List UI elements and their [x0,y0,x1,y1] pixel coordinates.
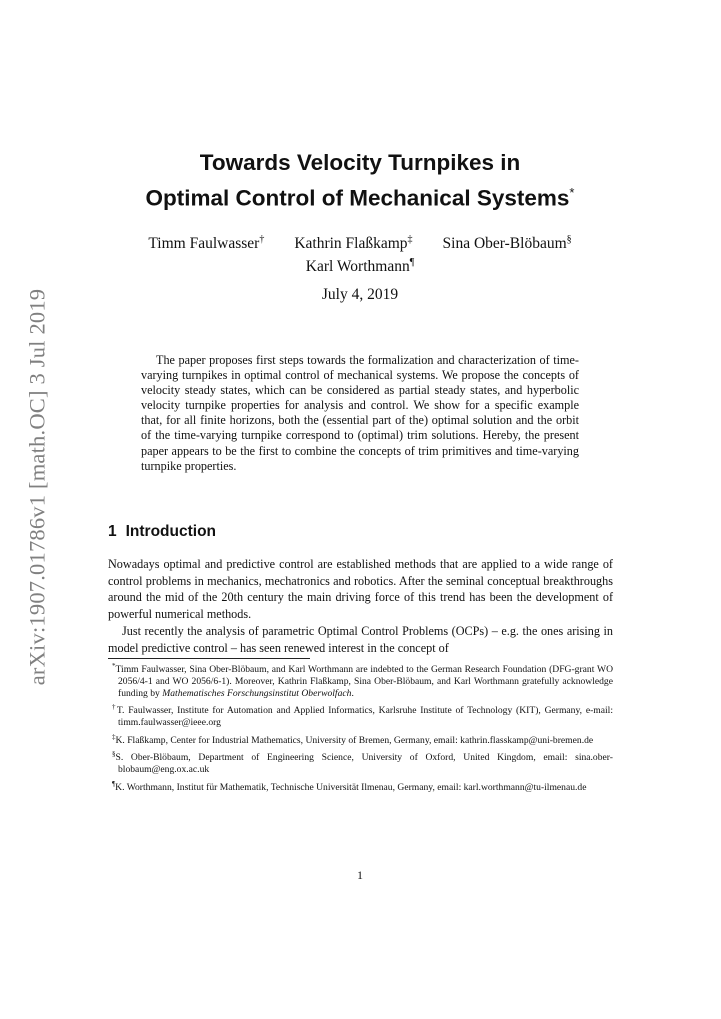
title-footnote-mark: * [569,185,575,200]
footnote-affiliation: †T. Faulwasser, Institute for Automation and Applied Informatics, Karlsruhe Institute of Technology (KIT), Germany, e-mail: timm.faulwasser@ieee.org [112,703,614,729]
footnote-affiliation: ¶K. Worthmann, Institut für Mathematik, Technische Universität Ilmenau, Germany, email: karl.worthmann@tu-ilmenau.de [112,779,587,793]
paragraph: Just recently the analysis of parametric Optimal Control Problems (OCPs) – e.g. the ones arising in model predictive control – has seen renewed interest in the concept of [108,623,613,655]
paragraph: Nowadays optimal and predictive control are established methods that are applied to a wide range of control problems in mechanics, mechatronics and robotics. After the seminal conceptual breakthroughs around the mid of the 20th century the main driving force of this trend has been the development of powerful numerical methods. [108,557,613,622]
introduction-body [108,556,613,656]
footnote-separator [108,658,310,659]
abstract [141,353,579,474]
publication-date: July 4, 2019 [321,286,399,303]
author-list [100,230,620,276]
author: Timm Faulwasser† [148,234,265,253]
arxiv-identifier-stamp [18,288,56,686]
title-line-2: Optimal Control of Mechanical Systems [145,185,570,211]
abstract-text: The paper proposes first steps towards the formalization and characterization of time-varying turnpikes in optimal control of mechanical systems. We propose the concepts of velocity steady states, which can be considered as partial steady states, and hyperbolic velocity turnpike properties for analysis and control. We show for a specific example that, for all finite horizons, both the (essential part of the) optimal solution and the orbit of the time-varying turnpike correspond to (optimal) trim solutions. Hereby, the present paper appears to be the first to combine the concepts of trim primitives and time-varying turnpike properties. [141,353,579,473]
author: Kathrin Flaßkamp‡ [294,234,413,253]
section-heading-introduction [108,523,216,541]
footnote-affiliation: ‡K. Flaßkamp, Center for Industrial Mathematics, University of Bremen, Germany, email: kathrin.flasskamp@uni-bremen.de [112,732,594,746]
section-title: Introduction [125,523,217,540]
paper-title [100,148,620,214]
page-number: 1 [357,868,363,882]
footnote-funding: *Timm Faulwasser, Sina Ober-Blöbaum, and Karl Worthmann are indebted to the German Research Foundation (DFG-grant WO 2056/4-1 and WO 2056/6-1). Moreover, Kathrin Flaßkamp, Sina Ober-Blöbaum, and Karl Worthmann gratefully acknowledge funding by Mathematisches Forschungsinstitut Oberwolfach. [112,662,613,699]
footnotes [108,661,613,796]
author: Sina Ober-Blöbaum§ [442,234,572,253]
footnote-affiliation: §S. Ober-Blöbaum, Department of Engineering Science, University of Oxford, United Kingdom, email: sina.ober-blobaum@eng.ox.ac.uk [112,750,613,776]
arxiv-identifier-text: arXiv:1907.01786v1 [math.OC] 3 Jul 2019 [24,288,49,686]
section-number: 1 [108,523,117,540]
title-line-1: Towards Velocity Turnpikes in [199,150,521,175]
author: Karl Worthmann¶ [305,257,415,276]
